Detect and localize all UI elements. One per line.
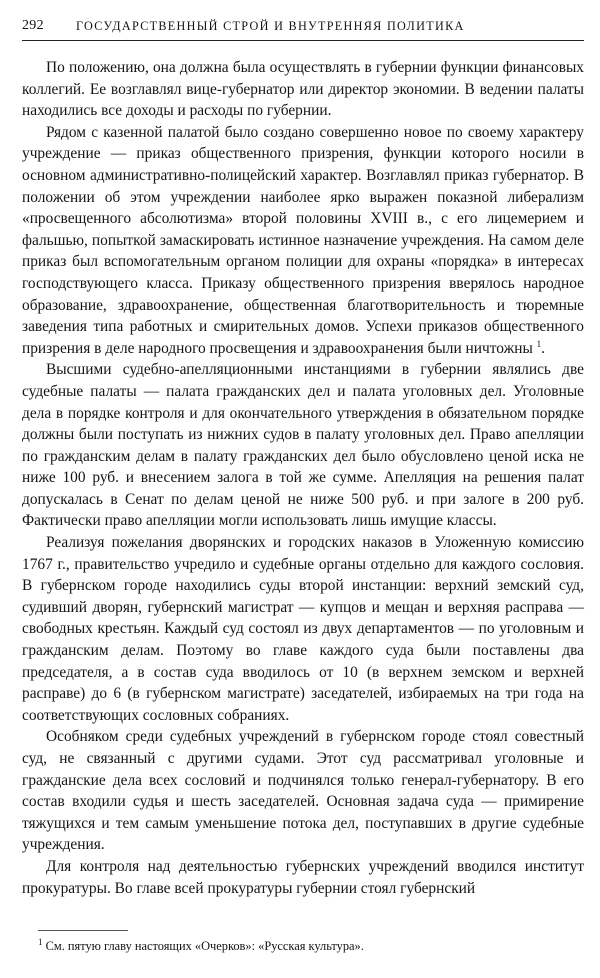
body-text <box>22 57 584 899</box>
footnote-reference: 1 <box>536 338 542 349</box>
page-header <box>22 18 584 41</box>
paragraph-2-text: Рядом с казенной палатой было создано совершенно новое по своему характеру учреждение — приказ общественного призрения, функции которого носили в основном административно-полицейский характер. Возглавлял приказ губернатор. В положении об этом учреждении наиболее ярко выражен показной либерализм «просвещенного абсолютизма» второй половины XVIII в., с его лицемерием и фальшью, попыткой замаскировать истинное назначение учреждения. На самом деле приказ был вспомогательным органом полиции для охраны «порядка» в интересах господствующего класса. Приказу общественного призрения вверялось народное образование, здравоохранение, общественная благотворительность и тюремные заведения типа работных и смирительных домов. Успехи приказов общественного призрения в деле народного просвещения и здравоохранения были ничтожны <box>22 123 584 357</box>
paragraph-5: Особняком среди судебных учреждений в губернском городе стоял совестный суд, не связанный с другими судами. Этот суд рассматривал уголовные и гражданские дела всех сословий и подчинялся только генерал-губернатору. В его состав входили судья и шесть заседателей. Основная задача суда — примирение тяжущихся и тем самым уменьшение потока дел, поступавших в другие судебные учреждения. <box>22 728 584 854</box>
page-number: 292 <box>22 18 44 33</box>
paragraph-1: По положению, она должна была осуществлять в губернии функции финансовых коллегий. Ее возглавлял вице-губернатор или директор экономии. В ведении палаты находились все доходы и расходы по губернии. <box>22 59 584 120</box>
footnote-separator <box>38 930 128 931</box>
running-title: ГОСУДАРСТВЕННЫЙ СТРОЙ И ВНУТРЕННЯЯ ПОЛИТИКА <box>76 19 465 33</box>
footnote-marker: 1 <box>38 936 43 947</box>
paragraph-3: Высшими судебно-апелляционными инстанциями в губернии являлись две судебные палаты — палата гражданских дел и палата уголовных дел. Уголовные дела в порядке контроля и для окончательного утверждения в обязательном порядке должны были поступать из нижних судов в палату уголовных дел. Право апелляции по гражданским делам в палату гражданских дел было обусловлено ценой иска не ниже 100 руб. и внесением залога в той же сумме. Апелляция на решения палат допускалась в Сенат по делам ценой не ниже 500 руб. и при залоге в 200 руб. Фактически право апелляции могли использовать лишь имущие классы. <box>22 361 584 530</box>
footnote <box>38 938 578 954</box>
paragraph-4: Реализуя пожелания дворянских и городских наказов в Уложенную комиссию 1767 г., правительство учредило и судебные органы отдельно для каждого сословия. В губернском городе находились суды второй инстанции: верхний земский суд, судивший дворян, губернский магистрат — купцов и мещан и верхняя расправа — свободных крестьян. Каждый суд состоял из двух департаментов — по уголовным и гражданским делам. Поэтому во главе каждого суда были поставлены два председателя, а в состав суда вводилось от 10 (в верхнем земском и верхней расправе) до 6 (в губернском магистрате) заседателей, избираемых на три года на соответствующих сословных собраниях. <box>22 534 584 724</box>
paragraph-6: Для контроля над деятельностью губернских учреждений вводился институт прокуратуры. Во главе всей прокуратуры губернии стоял губернский <box>22 857 584 897</box>
paragraph-2 <box>22 122 584 360</box>
footnote-text: См. пятую главу настоящих «Очерков»: «Русская культура». <box>45 939 364 953</box>
paragraph-2-end: . <box>541 339 546 357</box>
